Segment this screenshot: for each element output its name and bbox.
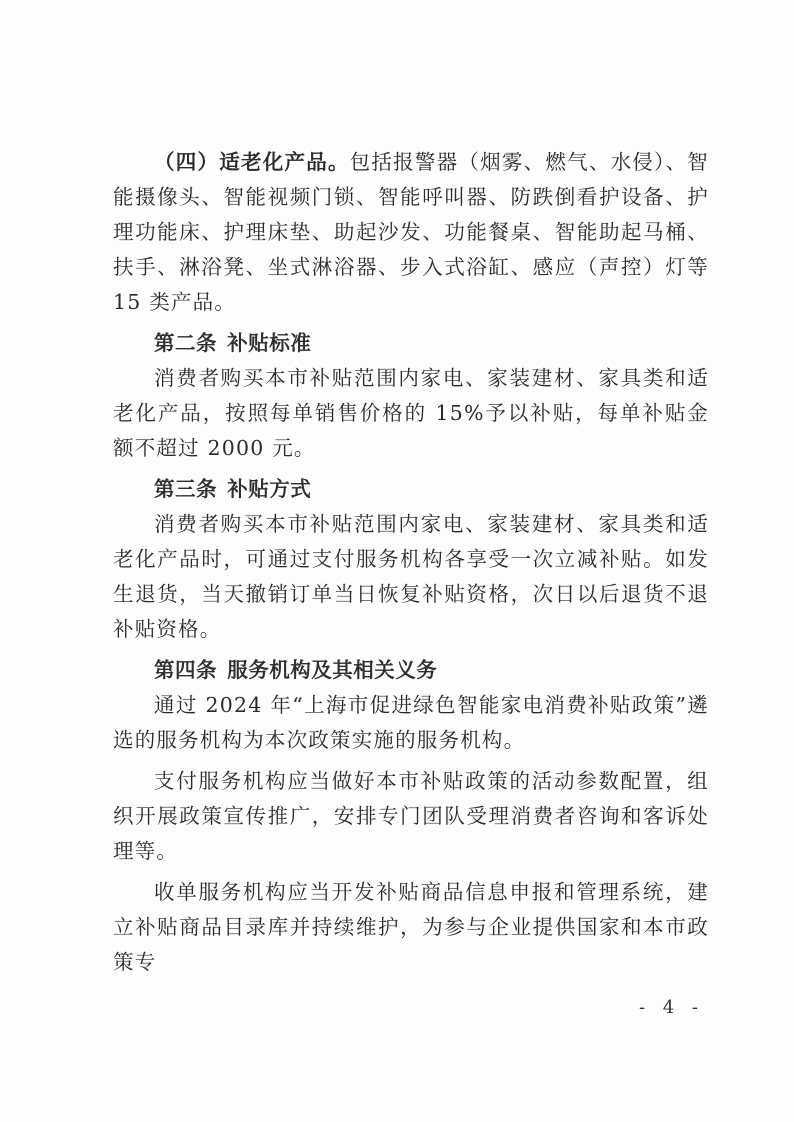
article-title: 服务机构及其相关义务 <box>227 658 438 682</box>
article-title: 补贴方式 <box>227 477 312 501</box>
paragraph-subsidy-method: 消费者购买本市补贴范围内家电、家装建材、家具类和适老化产品时，可通过支付服务机构各享受一次立减补贴。如发生退货，当天撤销订单当日恢复补贴资格，次日以后退货不退补贴资格。 <box>113 512 709 641</box>
article-number: 第三条 <box>154 477 217 501</box>
article-title: 补贴标准 <box>227 331 312 355</box>
document-page <box>113 145 709 980</box>
section-lead-elderly-products: （四）适老化产品。 <box>154 150 350 174</box>
article-number: 第二条 <box>154 331 217 355</box>
paragraph-service-institutions: 通过 2024 年“上海市促进绿色智能家电消费补贴政策”遴选的服务机构为本次政策实施的服务机构。 <box>113 693 709 752</box>
paragraph-acquiring-institutions: 收单服务机构应当开发补贴商品信息申报和管理系统，建立补贴商品目录库并持续维护，为参与企业提供国家和本市政策专 <box>113 880 709 974</box>
paragraph-payment-institutions: 支付服务机构应当做好本市补贴政策的活动参数配置，组织开展政策宣传推广，安排专门团队受理消费者咨询和客诉处理等。 <box>113 769 709 863</box>
paragraph-text: 包括报警器（烟雾、燃气、水侵）、智能摄像头、智能视频门锁、智能呼叫器、防跌倒看护设备、护理功能床、护理床垫、助起沙发、功能餐桌、智能助起马桶、扶手、淋浴凳、坐式淋浴器、步入式浴缸、感应（声控）灯等 15 类产品。 <box>113 150 709 314</box>
paragraph-subsidy-standard: 消费者购买本市补贴范围内家电、家装建材、家具类和适老化产品，按照每单销售价格的 15%予以补贴，每单补贴金额不超过 2000 元。 <box>113 366 709 460</box>
article-number: 第四条 <box>154 658 217 682</box>
article-heading-2 <box>113 326 709 361</box>
page-number: - 4 - <box>638 997 704 1018</box>
paragraph-elderly-products <box>113 145 709 320</box>
article-heading-3 <box>113 472 709 507</box>
article-heading-4 <box>113 653 709 688</box>
